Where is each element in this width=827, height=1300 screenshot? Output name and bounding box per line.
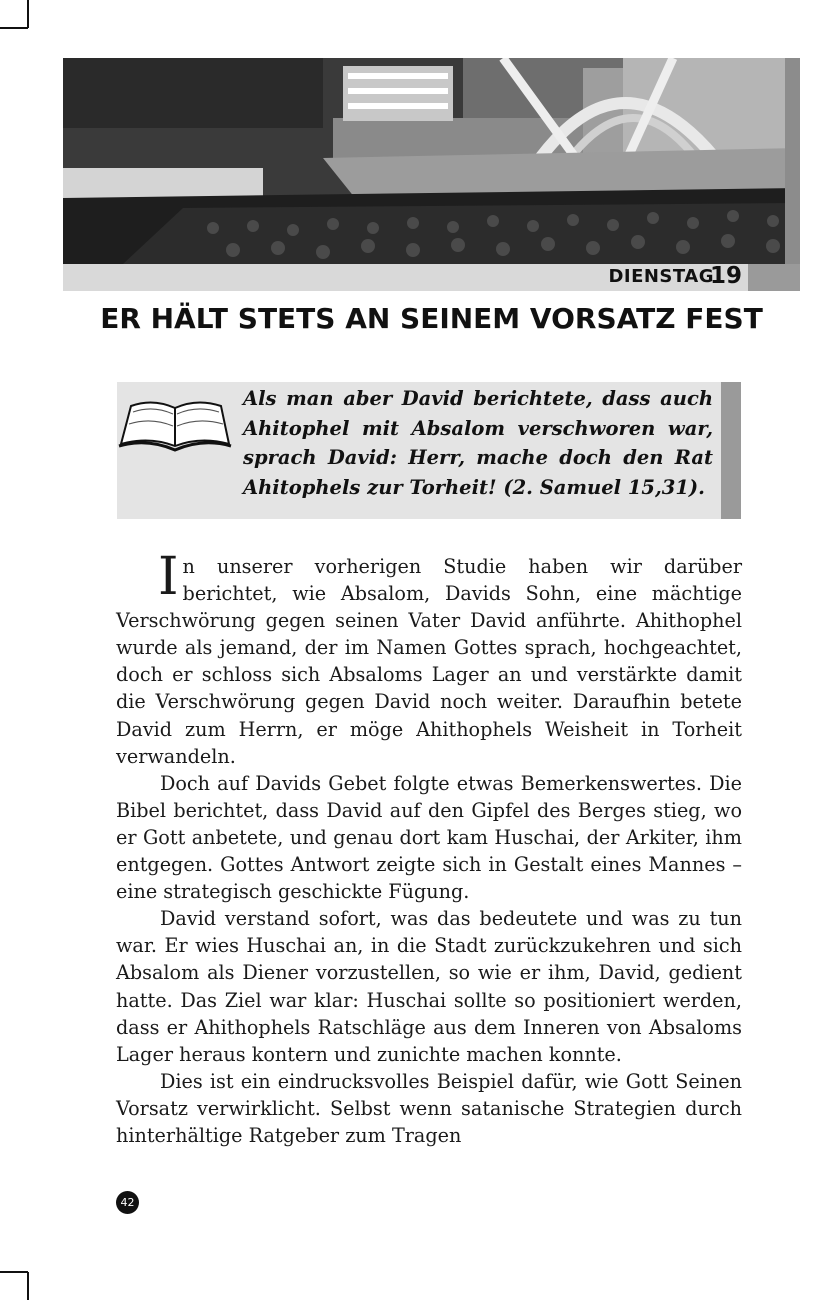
crop-mark-top-vertical [27, 0, 29, 28]
drop-cap: I [158, 547, 179, 607]
day-bar [63, 264, 800, 291]
paragraph-2: Doch auf Davids Gebet folgte etwas Bemerkenswertes. Die Bibel berichtet, dass David auf den Gipfel des Berges stieg, wo er Gott anbetete, und genau dort kam Huschai, der Arkiter, ihm entgegen. Gottes Antwort zeigte sich in Gestalt eines Mannes – eine strategisch geschickte Fügung. [116, 771, 742, 904]
open-bible-icon [117, 392, 233, 456]
paragraph-4: Dies ist ein eindrucksvolles Beispiel dafür, wie Gott Seinen Vorsatz verwirklicht. Selbst wenn satanische Strategien durch hinterhältige Ratgeber zum Tragen [116, 1069, 742, 1147]
header-photo [63, 58, 800, 264]
paragraph-1-text: n unserer vorherigen Studie haben wir darüber berichtet, wie Absalom, Davids Sohn, eine mächtige Verschwörung gegen seinen Vater David anführte. Ahithophel wurde als jemand, der im Namen Gottes sprach, hochgeachtet, doch er schloss sich Absaloms Lager an und verstärkte damit die Verschwörung gegen David noch weiter. Daraufhin betete David zum Herrn, er möge Ahithophels Weisheit in Torheit verwandeln. [116, 555, 742, 768]
crop-mark-bottom-vertical [27, 1272, 29, 1300]
paragraph-1 [116, 547, 742, 770]
date-number: 19 [709, 263, 742, 289]
crop-mark-top-horizontal [0, 27, 28, 29]
verse-text: Als man aber David berichtete, dass auch Ahitophel mit Absalom verschworen war, sprach David: Herr, mache doch den Rat Ahitophels zur Torheit! (2. Samuel 15,31). [243, 387, 713, 499]
day-label: DIENSTAG [608, 266, 714, 287]
page-number: 42 [116, 1191, 139, 1214]
body-text [116, 547, 742, 1149]
paragraph-3: David verstand sofort, was das bedeutete und was zu tun war. Er wies Huschai an, in die Stadt zurückzukehren und sich Absalom als Diener vorzustellen, so wie er ihm, David, gedient hatte. Das Ziel war klar: Huschai sollte so positioniert werden, dass er Ahithophels Ratschläge aus dem Inneren von Absaloms Lager heraus kontern und zunichte machen konnte. [116, 907, 742, 1066]
crop-mark-bottom-horizontal [0, 1271, 28, 1273]
verse-box [117, 382, 741, 519]
page-title: ER HÄLT STETS AN SEINEM VORSATZ FEST [100, 302, 763, 335]
day-bar-accent [748, 264, 800, 291]
verse-box-accent [721, 382, 741, 519]
